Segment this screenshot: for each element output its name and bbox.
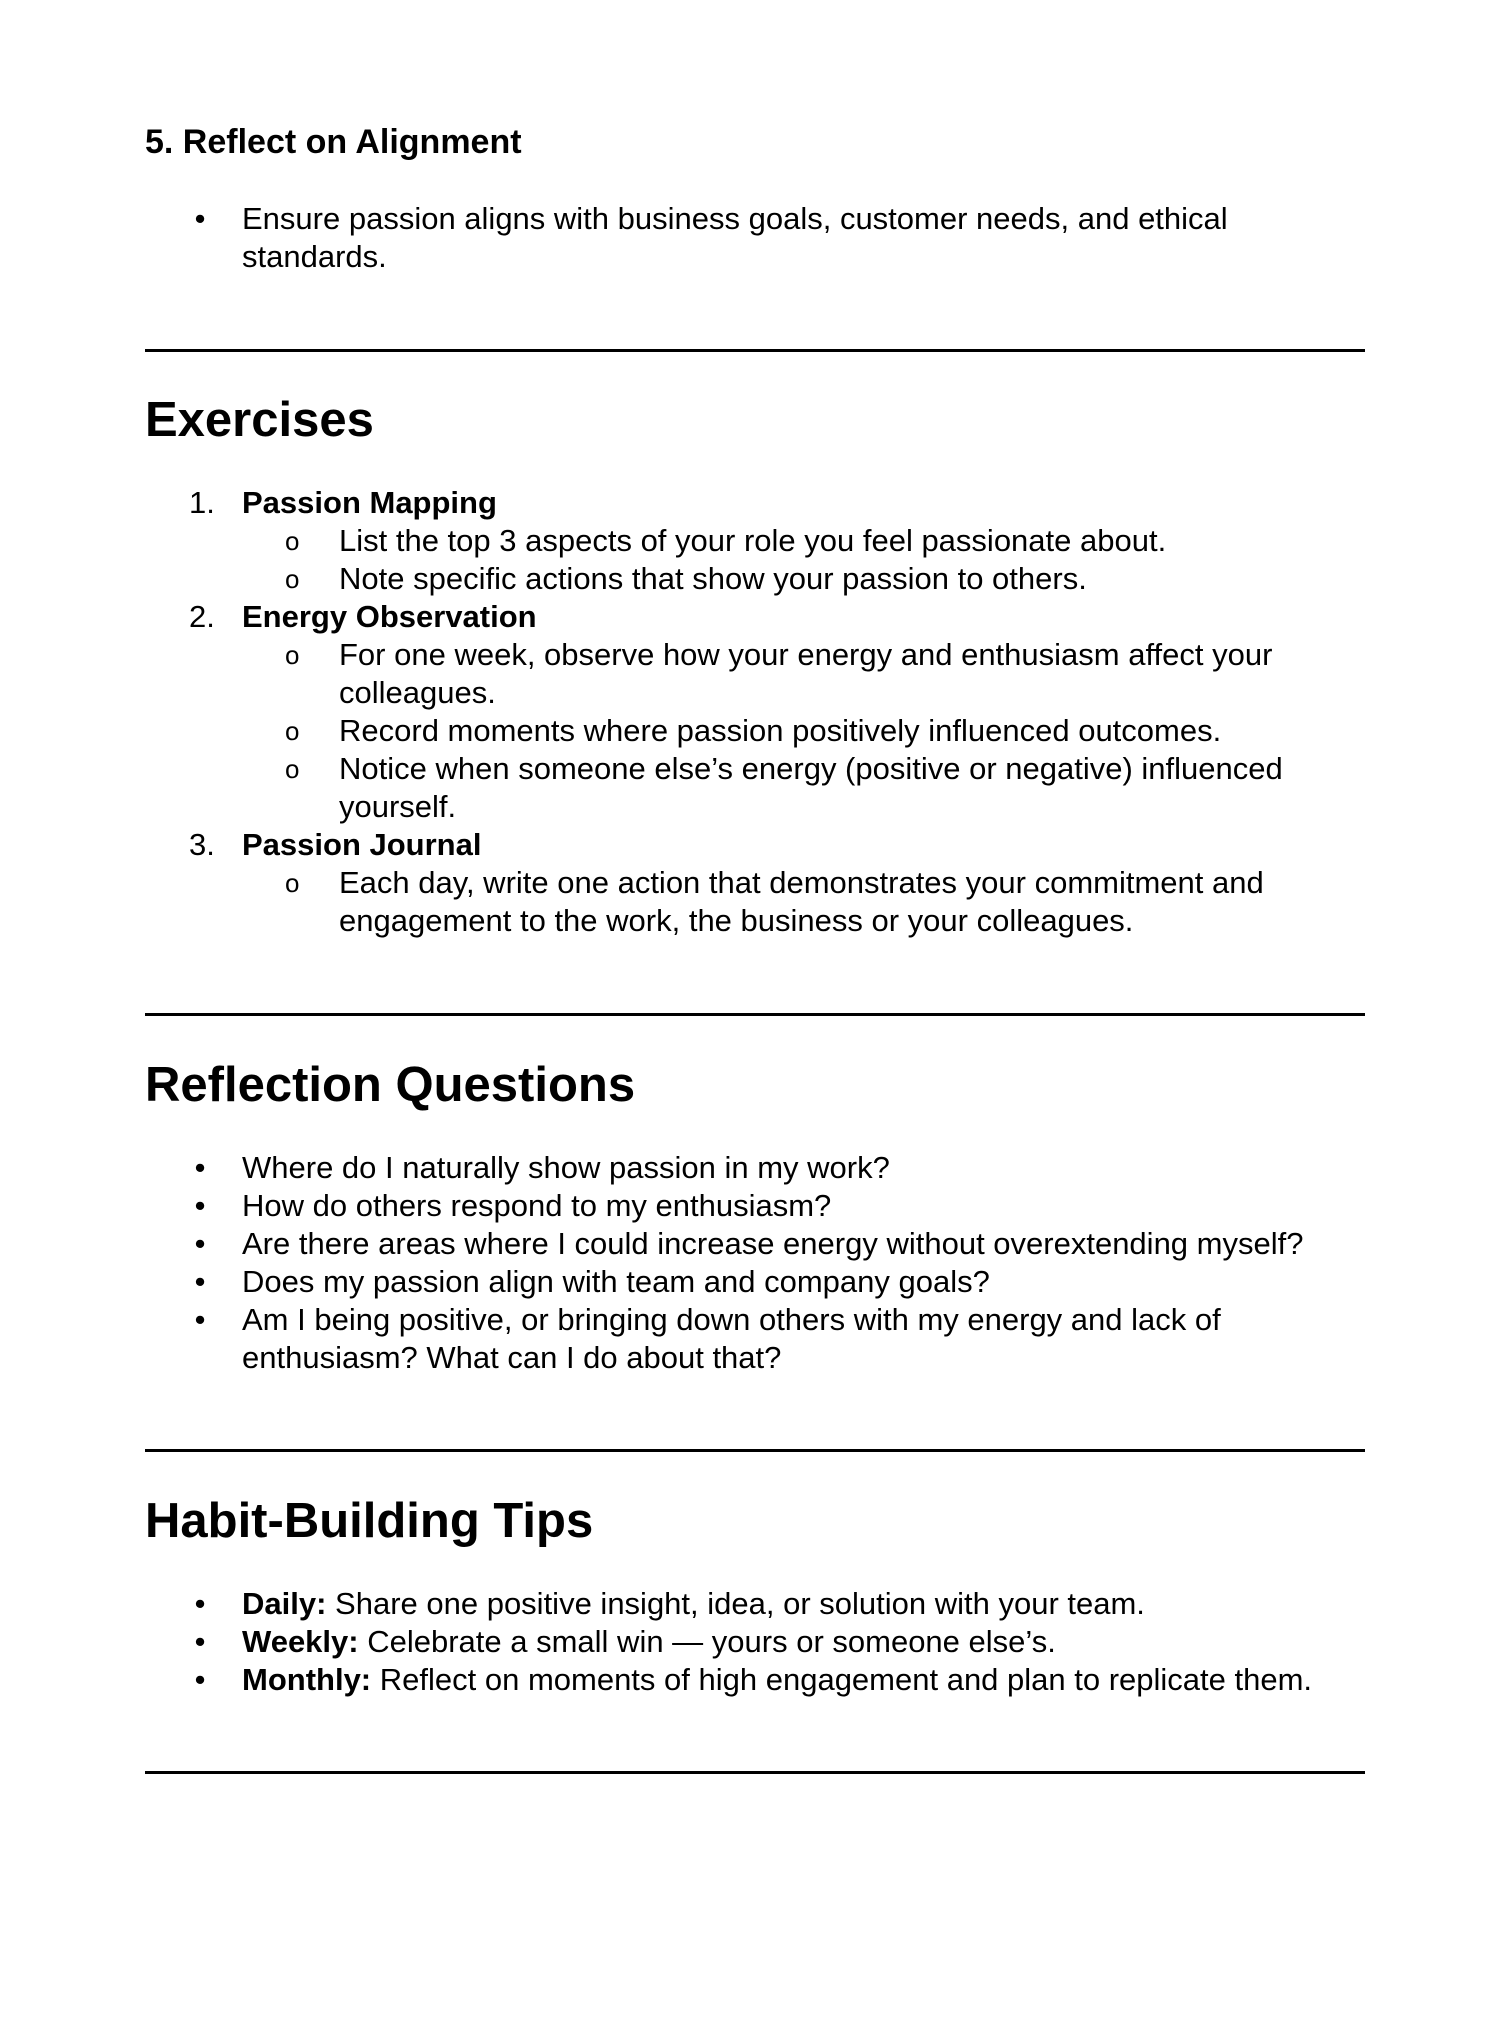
exercise-subitems: [145, 864, 1365, 940]
exercise-title: Energy Observation: [242, 599, 537, 634]
list-item-text: Am I being positive, or bringing down others with my energy and lack of enthusiasm? What can I do about that?: [242, 1302, 1221, 1375]
circle-marker: o: [285, 564, 300, 594]
list-item-text: Each day, write one action that demonstrates your commitment and engagement to the work, the business or your colleagues.: [339, 865, 1264, 938]
list-item: [145, 750, 1365, 826]
exercise-number: 3.: [189, 827, 215, 862]
exercise-heading: [145, 826, 1365, 864]
list-item-text: Where do I naturally show passion in my work?: [242, 1150, 890, 1185]
list-item: [145, 1149, 1365, 1187]
document-page: [145, 0, 1365, 2020]
list-item-text: Record moments where passion positively influenced outcomes.: [339, 713, 1222, 748]
list-item: [145, 522, 1365, 560]
habit-text: Share one positive insight, idea, or solution with your team.: [326, 1586, 1145, 1621]
section-title-reflection: Reflection Questions: [145, 1058, 636, 1112]
list-item-text: Does my passion align with team and company goals?: [242, 1264, 990, 1299]
list-item: [145, 636, 1365, 712]
exercise-subitems: [145, 636, 1365, 826]
list-item: [145, 1301, 1365, 1377]
list-item-text: Note specific actions that show your passion to others.: [339, 561, 1087, 596]
circle-marker: o: [285, 640, 300, 670]
exercise-number: 1.: [189, 485, 215, 520]
exercise-item: [145, 484, 1365, 598]
list-item: [145, 1623, 1365, 1661]
exercise-subitems: [145, 522, 1365, 598]
bullet-marker: •: [194, 1662, 206, 1697]
exercise-item: [145, 826, 1365, 940]
list-item: [145, 1661, 1365, 1699]
circle-marker: o: [285, 754, 300, 784]
habit-label: Weekly:: [242, 1624, 359, 1659]
exercises-list: [145, 484, 1365, 940]
habit-label: Daily:: [242, 1586, 327, 1621]
circle-marker: o: [285, 526, 300, 556]
reflect-bullet-list: [145, 200, 1365, 276]
bullet-marker: •: [194, 1624, 206, 1659]
exercise-heading: [145, 484, 1365, 522]
section-title-habits: Habit-Building Tips: [145, 1494, 594, 1548]
list-item: [145, 1585, 1365, 1623]
bullet-marker: •: [194, 1150, 206, 1185]
bullet-marker: •: [194, 1302, 206, 1337]
horizontal-divider: [145, 1013, 1365, 1016]
list-item-text: For one week, observe how your energy and enthusiasm affect your colleagues.: [339, 637, 1273, 710]
exercise-item: [145, 598, 1365, 826]
exercise-heading: [145, 598, 1365, 636]
habits-bullet-list: [145, 1585, 1365, 1699]
subsection-title-reflect: 5. Reflect on Alignment: [145, 123, 522, 161]
list-item-text: List the top 3 aspects of your role you feel passionate about.: [339, 523, 1167, 558]
list-item-text: Notice when someone else’s energy (positive or negative) influenced yourself.: [339, 751, 1283, 824]
bullet-marker: •: [194, 1188, 206, 1223]
list-item: [145, 560, 1365, 598]
bullet-marker: •: [194, 1264, 206, 1299]
list-item: [145, 864, 1365, 940]
exercise-title: Passion Journal: [242, 827, 482, 862]
exercise-title: Passion Mapping: [242, 485, 497, 520]
bullet-marker: •: [194, 1226, 206, 1261]
list-item-text: Ensure passion aligns with business goals, customer needs, and ethical standards.: [242, 201, 1228, 274]
habit-label: Monthly:: [242, 1662, 372, 1697]
circle-marker: o: [285, 868, 300, 898]
list-item: [145, 200, 1365, 276]
list-item: [145, 1263, 1365, 1301]
list-item: [145, 1225, 1365, 1263]
reflection-bullet-list: [145, 1149, 1365, 1377]
list-item-text: How do others respond to my enthusiasm?: [242, 1188, 832, 1223]
habit-text: Celebrate a small win — yours or someone else’s.: [358, 1624, 1056, 1659]
exercise-number: 2.: [189, 599, 215, 634]
horizontal-divider: [145, 349, 1365, 352]
bullet-marker: •: [194, 201, 206, 236]
list-item: [145, 1187, 1365, 1225]
horizontal-divider: [145, 1771, 1365, 1774]
habit-text: Reflect on moments of high engagement and plan to replicate them.: [371, 1662, 1313, 1697]
list-item: [145, 712, 1365, 750]
horizontal-divider: [145, 1449, 1365, 1452]
list-item-text: Are there areas where I could increase energy without overextending myself?: [242, 1226, 1304, 1261]
circle-marker: o: [285, 716, 300, 746]
bullet-marker: •: [194, 1586, 206, 1621]
section-title-exercises: Exercises: [145, 393, 374, 447]
